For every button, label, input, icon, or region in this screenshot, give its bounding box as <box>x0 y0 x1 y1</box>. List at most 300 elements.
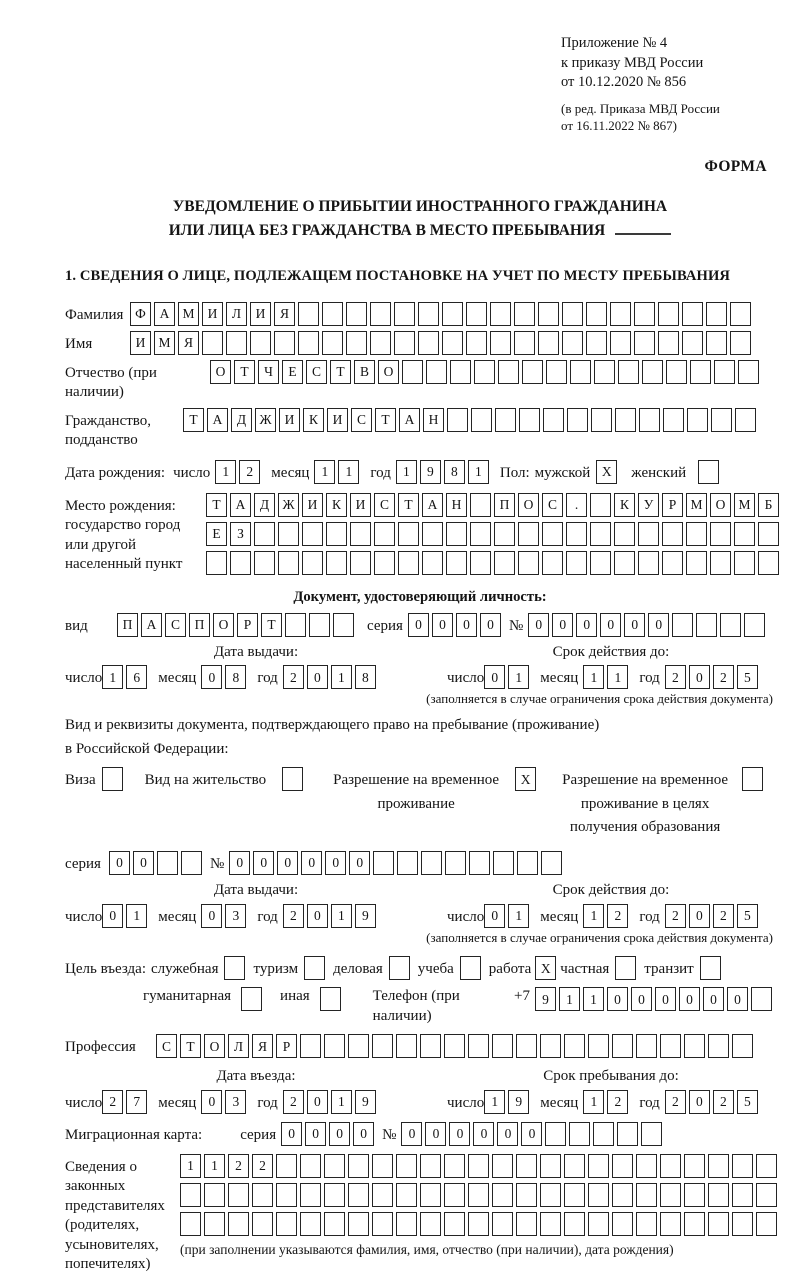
char-cell[interactable] <box>730 331 751 355</box>
char-cell[interactable] <box>658 302 679 326</box>
char-cell[interactable]: С <box>306 360 327 384</box>
char-cell[interactable]: 2 <box>283 904 304 928</box>
char-cell[interactable] <box>285 613 306 637</box>
char-cell[interactable] <box>663 408 684 432</box>
char-cell[interactable] <box>324 1212 345 1236</box>
char-cell[interactable]: 2 <box>607 904 628 928</box>
char-cell[interactable] <box>468 1183 489 1207</box>
char-cell[interactable] <box>711 408 732 432</box>
char-cell[interactable]: 5 <box>737 904 758 928</box>
char-cell[interactable]: 0 <box>497 1122 518 1146</box>
char-cell[interactable]: 9 <box>420 460 441 484</box>
char-cell[interactable]: И <box>202 302 223 326</box>
char-cell[interactable]: Е <box>282 360 303 384</box>
char-cell[interactable]: С <box>542 493 563 517</box>
char-cell[interactable] <box>636 1034 657 1058</box>
char-cell[interactable] <box>636 1183 657 1207</box>
char-cell[interactable]: 0 <box>456 613 477 637</box>
char-cell[interactable] <box>348 1183 369 1207</box>
char-cell[interactable]: З <box>230 522 251 546</box>
char-cell[interactable]: Ф <box>130 302 151 326</box>
char-cell[interactable]: Д <box>231 408 252 432</box>
char-cell[interactable] <box>298 302 319 326</box>
char-cell[interactable] <box>300 1212 321 1236</box>
char-cell[interactable] <box>756 1212 777 1236</box>
char-cell[interactable] <box>468 1154 489 1178</box>
char-cell[interactable]: 8 <box>355 665 376 689</box>
char-cell[interactable] <box>516 1183 537 1207</box>
char-cell[interactable]: 1 <box>559 987 580 1011</box>
char-cell[interactable]: 0 <box>689 904 710 928</box>
char-cell[interactable] <box>402 360 423 384</box>
char-cell[interactable] <box>541 851 562 875</box>
char-cell[interactable]: 0 <box>689 1090 710 1114</box>
char-cell[interactable] <box>516 1212 537 1236</box>
char-cell[interactable] <box>350 522 371 546</box>
char-cell[interactable]: Т <box>330 360 351 384</box>
char-cell[interactable] <box>372 1183 393 1207</box>
char-cell[interactable] <box>396 1183 417 1207</box>
char-cell[interactable]: 1 <box>583 1090 604 1114</box>
char-cell[interactable] <box>418 302 439 326</box>
char-cell[interactable] <box>444 1034 465 1058</box>
char-cell[interactable] <box>398 522 419 546</box>
char-cell[interactable] <box>450 360 471 384</box>
char-cell[interactable]: С <box>156 1034 177 1058</box>
char-cell[interactable] <box>612 1183 633 1207</box>
char-cell[interactable]: 1 <box>102 665 123 689</box>
char-cell[interactable] <box>540 1154 561 1178</box>
char-cell[interactable]: Т <box>398 493 419 517</box>
char-cell[interactable] <box>442 302 463 326</box>
char-cell[interactable] <box>471 408 492 432</box>
char-cell[interactable]: 0 <box>600 613 621 637</box>
char-cell[interactable]: X <box>515 767 536 791</box>
char-cell[interactable]: 5 <box>737 665 758 689</box>
char-cell[interactable] <box>564 1154 585 1178</box>
char-cell[interactable] <box>444 1183 465 1207</box>
char-cell[interactable] <box>562 302 583 326</box>
char-cell[interactable]: А <box>230 493 251 517</box>
char-cell[interactable] <box>333 613 354 637</box>
char-cell[interactable] <box>542 551 563 575</box>
char-cell[interactable]: 1 <box>180 1154 201 1178</box>
char-cell[interactable] <box>636 1212 657 1236</box>
char-cell[interactable]: М <box>178 302 199 326</box>
char-cell[interactable] <box>684 1183 705 1207</box>
char-cell[interactable] <box>734 522 755 546</box>
char-cell[interactable]: 0 <box>689 665 710 689</box>
char-cell[interactable] <box>468 1212 489 1236</box>
char-cell[interactable] <box>389 956 410 980</box>
char-cell[interactable] <box>546 360 567 384</box>
char-cell[interactable]: Я <box>178 331 199 355</box>
char-cell[interactable] <box>514 302 535 326</box>
char-cell[interactable]: 1 <box>314 460 335 484</box>
char-cell[interactable] <box>615 408 636 432</box>
char-cell[interactable]: 0 <box>484 904 505 928</box>
char-cell[interactable] <box>672 613 693 637</box>
char-cell[interactable] <box>374 522 395 546</box>
char-cell[interactable]: 0 <box>449 1122 470 1146</box>
char-cell[interactable]: 0 <box>307 1090 328 1114</box>
char-cell[interactable] <box>495 408 516 432</box>
char-cell[interactable] <box>591 408 612 432</box>
char-cell[interactable]: А <box>399 408 420 432</box>
char-cell[interactable] <box>322 331 343 355</box>
char-cell[interactable]: 0 <box>552 613 573 637</box>
char-cell[interactable]: О <box>210 360 231 384</box>
char-cell[interactable]: 0 <box>703 987 724 1011</box>
char-cell[interactable] <box>612 1212 633 1236</box>
char-cell[interactable]: О <box>518 493 539 517</box>
char-cell[interactable] <box>732 1183 753 1207</box>
char-cell[interactable] <box>706 331 727 355</box>
char-cell[interactable]: 0 <box>349 851 370 875</box>
char-cell[interactable] <box>228 1183 249 1207</box>
char-cell[interactable] <box>228 1212 249 1236</box>
char-cell[interactable]: 2 <box>665 1090 686 1114</box>
char-cell[interactable] <box>698 460 719 484</box>
char-cell[interactable] <box>662 522 683 546</box>
char-cell[interactable]: 2 <box>239 460 260 484</box>
char-cell[interactable] <box>564 1212 585 1236</box>
char-cell[interactable]: И <box>250 302 271 326</box>
char-cell[interactable] <box>370 302 391 326</box>
char-cell[interactable] <box>564 1034 585 1058</box>
char-cell[interactable] <box>444 1212 465 1236</box>
char-cell[interactable] <box>420 1034 441 1058</box>
char-cell[interactable]: 0 <box>301 851 322 875</box>
char-cell[interactable] <box>278 551 299 575</box>
char-cell[interactable] <box>492 1212 513 1236</box>
char-cell[interactable] <box>396 1212 417 1236</box>
char-cell[interactable] <box>230 551 251 575</box>
char-cell[interactable] <box>516 1034 537 1058</box>
char-cell[interactable]: 1 <box>331 1090 352 1114</box>
char-cell[interactable] <box>618 360 639 384</box>
char-cell[interactable]: 0 <box>631 987 652 1011</box>
char-cell[interactable]: К <box>303 408 324 432</box>
char-cell[interactable] <box>466 302 487 326</box>
char-cell[interactable] <box>494 522 515 546</box>
char-cell[interactable]: В <box>354 360 375 384</box>
char-cell[interactable]: И <box>279 408 300 432</box>
char-cell[interactable]: 0 <box>109 851 130 875</box>
char-cell[interactable] <box>326 522 347 546</box>
char-cell[interactable] <box>738 360 759 384</box>
char-cell[interactable]: 2 <box>713 665 734 689</box>
char-cell[interactable] <box>540 1034 561 1058</box>
char-cell[interactable]: 8 <box>225 665 246 689</box>
char-cell[interactable] <box>396 1034 417 1058</box>
char-cell[interactable] <box>420 1154 441 1178</box>
char-cell[interactable]: 0 <box>329 1122 350 1146</box>
char-cell[interactable] <box>638 551 659 575</box>
char-cell[interactable] <box>682 331 703 355</box>
char-cell[interactable] <box>420 1212 441 1236</box>
char-cell[interactable] <box>446 522 467 546</box>
char-cell[interactable] <box>519 408 540 432</box>
char-cell[interactable]: Е <box>206 522 227 546</box>
char-cell[interactable] <box>470 522 491 546</box>
char-cell[interactable] <box>320 987 341 1011</box>
char-cell[interactable] <box>350 551 371 575</box>
char-cell[interactable]: 1 <box>583 904 604 928</box>
char-cell[interactable] <box>396 1154 417 1178</box>
char-cell[interactable] <box>540 1183 561 1207</box>
char-cell[interactable]: Д <box>254 493 275 517</box>
char-cell[interactable] <box>638 522 659 546</box>
char-cell[interactable] <box>590 522 611 546</box>
char-cell[interactable] <box>615 956 636 980</box>
char-cell[interactable]: 0 <box>307 665 328 689</box>
char-cell[interactable] <box>614 551 635 575</box>
char-cell[interactable] <box>252 1212 273 1236</box>
char-cell[interactable] <box>514 331 535 355</box>
char-cell[interactable] <box>687 408 708 432</box>
char-cell[interactable] <box>517 851 538 875</box>
char-cell[interactable] <box>666 360 687 384</box>
char-cell[interactable] <box>102 767 123 791</box>
char-cell[interactable]: О <box>204 1034 225 1058</box>
char-cell[interactable] <box>708 1034 729 1058</box>
char-cell[interactable] <box>348 1154 369 1178</box>
char-cell[interactable]: 9 <box>508 1090 529 1114</box>
char-cell[interactable] <box>394 302 415 326</box>
char-cell[interactable]: 1 <box>583 987 604 1011</box>
char-cell[interactable]: 1 <box>126 904 147 928</box>
char-cell[interactable] <box>304 956 325 980</box>
char-cell[interactable] <box>180 1212 201 1236</box>
char-cell[interactable] <box>708 1183 729 1207</box>
char-cell[interactable] <box>610 331 631 355</box>
char-cell[interactable] <box>422 522 443 546</box>
char-cell[interactable] <box>564 1183 585 1207</box>
char-cell[interactable] <box>732 1154 753 1178</box>
char-cell[interactable]: Я <box>274 302 295 326</box>
char-cell[interactable] <box>658 331 679 355</box>
char-cell[interactable]: О <box>378 360 399 384</box>
char-cell[interactable] <box>493 851 514 875</box>
char-cell[interactable] <box>322 302 343 326</box>
char-cell[interactable]: 9 <box>535 987 556 1011</box>
char-cell[interactable] <box>730 302 751 326</box>
char-cell[interactable] <box>660 1183 681 1207</box>
char-cell[interactable] <box>732 1034 753 1058</box>
char-cell[interactable] <box>612 1034 633 1058</box>
char-cell[interactable] <box>202 331 223 355</box>
char-cell[interactable] <box>660 1034 681 1058</box>
char-cell[interactable] <box>442 331 463 355</box>
char-cell[interactable]: 2 <box>713 1090 734 1114</box>
char-cell[interactable]: 0 <box>425 1122 446 1146</box>
char-cell[interactable] <box>490 331 511 355</box>
char-cell[interactable] <box>682 302 703 326</box>
char-cell[interactable]: С <box>351 408 372 432</box>
char-cell[interactable]: И <box>302 493 323 517</box>
char-cell[interactable]: 0 <box>401 1122 422 1146</box>
char-cell[interactable]: 5 <box>737 1090 758 1114</box>
char-cell[interactable] <box>586 302 607 326</box>
char-cell[interactable] <box>474 360 495 384</box>
char-cell[interactable] <box>641 1122 662 1146</box>
char-cell[interactable] <box>735 408 756 432</box>
char-cell[interactable] <box>445 851 466 875</box>
char-cell[interactable] <box>566 551 587 575</box>
char-cell[interactable] <box>522 360 543 384</box>
char-cell[interactable] <box>278 522 299 546</box>
char-cell[interactable] <box>662 551 683 575</box>
char-cell[interactable] <box>751 987 772 1011</box>
char-cell[interactable] <box>374 551 395 575</box>
char-cell[interactable]: А <box>422 493 443 517</box>
char-cell[interactable] <box>593 1122 614 1146</box>
char-cell[interactable] <box>224 956 245 980</box>
char-cell[interactable] <box>610 302 631 326</box>
char-cell[interactable] <box>346 302 367 326</box>
char-cell[interactable] <box>444 1154 465 1178</box>
char-cell[interactable] <box>538 302 559 326</box>
char-cell[interactable] <box>398 551 419 575</box>
char-cell[interactable]: 0 <box>408 613 429 637</box>
char-cell[interactable] <box>660 1154 681 1178</box>
char-cell[interactable]: 0 <box>201 665 222 689</box>
char-cell[interactable]: Н <box>446 493 467 517</box>
char-cell[interactable] <box>498 360 519 384</box>
char-cell[interactable] <box>348 1034 369 1058</box>
char-cell[interactable]: Т <box>180 1034 201 1058</box>
char-cell[interactable]: 0 <box>277 851 298 875</box>
char-cell[interactable]: Т <box>206 493 227 517</box>
char-cell[interactable] <box>732 1212 753 1236</box>
char-cell[interactable]: 2 <box>607 1090 628 1114</box>
char-cell[interactable] <box>254 522 275 546</box>
char-cell[interactable] <box>708 1154 729 1178</box>
char-cell[interactable] <box>181 851 202 875</box>
char-cell[interactable] <box>468 1034 489 1058</box>
char-cell[interactable] <box>634 302 655 326</box>
char-cell[interactable]: Н <box>423 408 444 432</box>
char-cell[interactable]: 1 <box>607 665 628 689</box>
char-cell[interactable]: 0 <box>133 851 154 875</box>
char-cell[interactable]: 9 <box>355 904 376 928</box>
char-cell[interactable] <box>756 1183 777 1207</box>
char-cell[interactable]: 2 <box>283 1090 304 1114</box>
char-cell[interactable] <box>588 1154 609 1178</box>
char-cell[interactable]: И <box>350 493 371 517</box>
char-cell[interactable] <box>756 1154 777 1178</box>
char-cell[interactable] <box>300 1183 321 1207</box>
char-cell[interactable]: К <box>326 493 347 517</box>
char-cell[interactable]: 1 <box>508 665 529 689</box>
char-cell[interactable] <box>346 331 367 355</box>
char-cell[interactable] <box>588 1034 609 1058</box>
char-cell[interactable] <box>324 1154 345 1178</box>
char-cell[interactable]: 0 <box>253 851 274 875</box>
char-cell[interactable]: 2 <box>665 904 686 928</box>
char-cell[interactable]: И <box>130 331 151 355</box>
char-cell[interactable]: 0 <box>576 613 597 637</box>
char-cell[interactable]: 0 <box>648 613 669 637</box>
char-cell[interactable] <box>562 331 583 355</box>
char-cell[interactable]: 1 <box>331 904 352 928</box>
char-cell[interactable]: Ж <box>255 408 276 432</box>
char-cell[interactable]: 0 <box>473 1122 494 1146</box>
char-cell[interactable]: С <box>165 613 186 637</box>
char-cell[interactable]: 1 <box>204 1154 225 1178</box>
char-cell[interactable] <box>348 1212 369 1236</box>
char-cell[interactable]: X <box>535 956 556 980</box>
char-cell[interactable] <box>686 522 707 546</box>
char-cell[interactable]: 1 <box>508 904 529 928</box>
char-cell[interactable]: X <box>596 460 617 484</box>
char-cell[interactable]: О <box>710 493 731 517</box>
char-cell[interactable]: 0 <box>229 851 250 875</box>
char-cell[interactable] <box>744 613 765 637</box>
char-cell[interactable] <box>276 1183 297 1207</box>
char-cell[interactable]: 9 <box>355 1090 376 1114</box>
char-cell[interactable] <box>590 493 611 517</box>
char-cell[interactable]: А <box>141 613 162 637</box>
char-cell[interactable] <box>696 613 717 637</box>
char-cell[interactable]: 0 <box>521 1122 542 1146</box>
char-cell[interactable]: Ж <box>278 493 299 517</box>
char-cell[interactable]: 2 <box>283 665 304 689</box>
char-cell[interactable] <box>594 360 615 384</box>
char-cell[interactable]: 8 <box>444 460 465 484</box>
char-cell[interactable]: Р <box>662 493 683 517</box>
char-cell[interactable]: 0 <box>305 1122 326 1146</box>
char-cell[interactable]: С <box>374 493 395 517</box>
char-cell[interactable]: Ч <box>258 360 279 384</box>
char-cell[interactable]: 2 <box>713 904 734 928</box>
char-cell[interactable] <box>590 551 611 575</box>
char-cell[interactable] <box>708 1212 729 1236</box>
char-cell[interactable]: 0 <box>624 613 645 637</box>
char-cell[interactable] <box>636 1154 657 1178</box>
char-cell[interactable]: Л <box>226 302 247 326</box>
char-cell[interactable] <box>157 851 178 875</box>
char-cell[interactable] <box>634 331 655 355</box>
char-cell[interactable] <box>324 1183 345 1207</box>
char-cell[interactable] <box>742 767 763 791</box>
char-cell[interactable] <box>466 331 487 355</box>
char-cell[interactable] <box>686 551 707 575</box>
char-cell[interactable] <box>734 551 755 575</box>
char-cell[interactable] <box>250 331 271 355</box>
char-cell[interactable] <box>612 1154 633 1178</box>
char-cell[interactable] <box>490 302 511 326</box>
char-cell[interactable]: И <box>327 408 348 432</box>
char-cell[interactable] <box>422 551 443 575</box>
char-cell[interactable] <box>494 551 515 575</box>
char-cell[interactable] <box>241 987 262 1011</box>
char-cell[interactable]: 0 <box>325 851 346 875</box>
char-cell[interactable] <box>700 956 721 980</box>
char-cell[interactable] <box>460 956 481 980</box>
char-cell[interactable] <box>588 1183 609 1207</box>
char-cell[interactable] <box>326 551 347 575</box>
char-cell[interactable] <box>684 1034 705 1058</box>
char-cell[interactable] <box>372 1212 393 1236</box>
char-cell[interactable]: 0 <box>484 665 505 689</box>
char-cell[interactable]: 3 <box>225 1090 246 1114</box>
char-cell[interactable] <box>758 551 779 575</box>
char-cell[interactable]: У <box>638 493 659 517</box>
char-cell[interactable] <box>639 408 660 432</box>
char-cell[interactable] <box>206 551 227 575</box>
